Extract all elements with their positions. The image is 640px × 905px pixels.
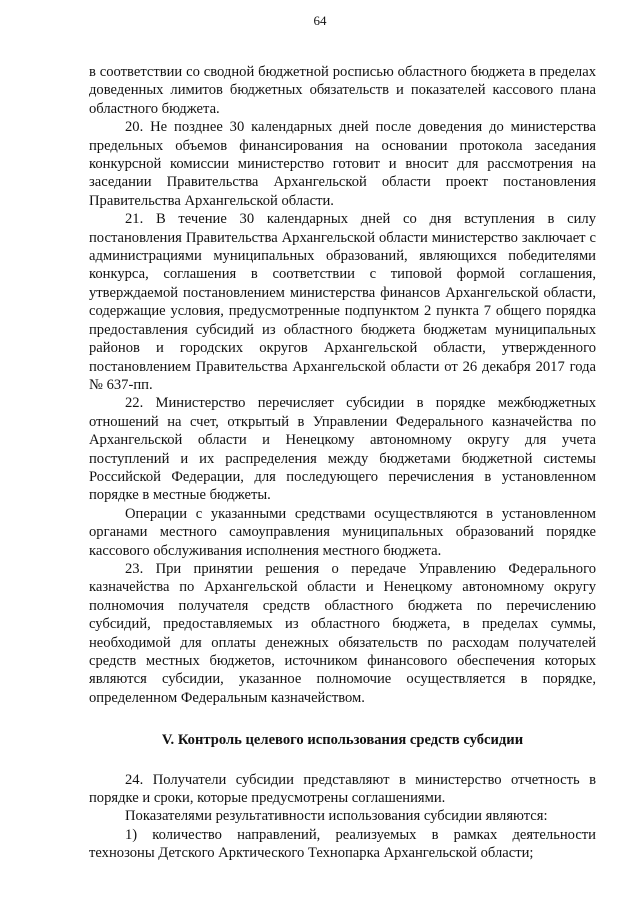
document-body <box>89 63 596 863</box>
paragraph-22: 22. Министерство перечисляет субсидии в порядке межбюджетных отношений на счет, открытый в Управлении Федерального казначейства по Архангельской области и Ненецкому автономному округу для учета поступлений и их распределения между бюджетами бюджетной системы Российской Федерации, для последующего перечисления в установленном порядке в местные бюджеты. <box>89 395 596 504</box>
page-number: 64 <box>313 13 327 28</box>
paragraph-continuation: в соответствии со сводной бюджетной росписью областного бюджета в пределах доведенных лимитов бюджетных обязательств и показателей кассового плана областного бюджета. <box>89 64 596 117</box>
paragraph-indicators: Показателями результативности использования субсидии являются: <box>125 808 548 825</box>
paragraph-operations: Операции с указанными средствами осуществляются в установленном органами местного самоуправления муниципальных образований порядке кассового обслуживания исполнения местного бюджета. <box>89 505 596 559</box>
paragraph-24: 24. Получатели субсидии представляют в министерство отчетность в порядке и сроки, которые предусмотрены соглашениями. <box>89 771 596 807</box>
paragraph-21: 21. В течение 30 календарных дней со дня вступления в силу постановления Правительства Архангельской области министерство заключает с администрациями муниципальных образований, являющихся победителями конкурса, соглашения в соответствии с типовой формой соглашения, утверждаемой постановлением министерства финансов Архангельской области, содержащие условия, предусмотренные подпунктом 2 пункта 7 общего порядка предоставления субсидий из областного бюджета бюджетам муниципальных районов и городских округов Архангельской области, утвержденного постановлением Правительства Архангельской области от 26 декабря 2017 года № 637-пп. <box>89 211 596 393</box>
paragraph-23: 23. При принятии решения о передаче Управлению Федерального казначейства по Архангельской области и Ненецкому автономному округу полномочия получателя средств областного бюджета по перечислению субсидий, предоставляемых из областного бюджета, в пределах суммы, необходимой для оплаты денежных обязательств по расходам получателей средств местных бюджетов, источником финансового обеспечения которых являются субсидии, указанное полномочие осуществляется в порядке, определенном Федеральным казначейством. <box>89 560 596 706</box>
list-item-1: 1) количество направлений, реализуемых в рамках деятельности технозоны Детского Арктического Технопарка Архангельской области; <box>89 826 596 862</box>
section-heading: V. Контроль целевого использования средств субсидии <box>161 732 524 749</box>
paragraph-20: 20. Не позднее 30 календарных дней после доведения до министерства предельных объемов финансирования на основании протокола заседания конкурсной комиссии министерство готовит и вносит для рассмотрения на заседании Правительства Архангельской области проект постановления Правительства Архангельской области. <box>89 119 596 209</box>
